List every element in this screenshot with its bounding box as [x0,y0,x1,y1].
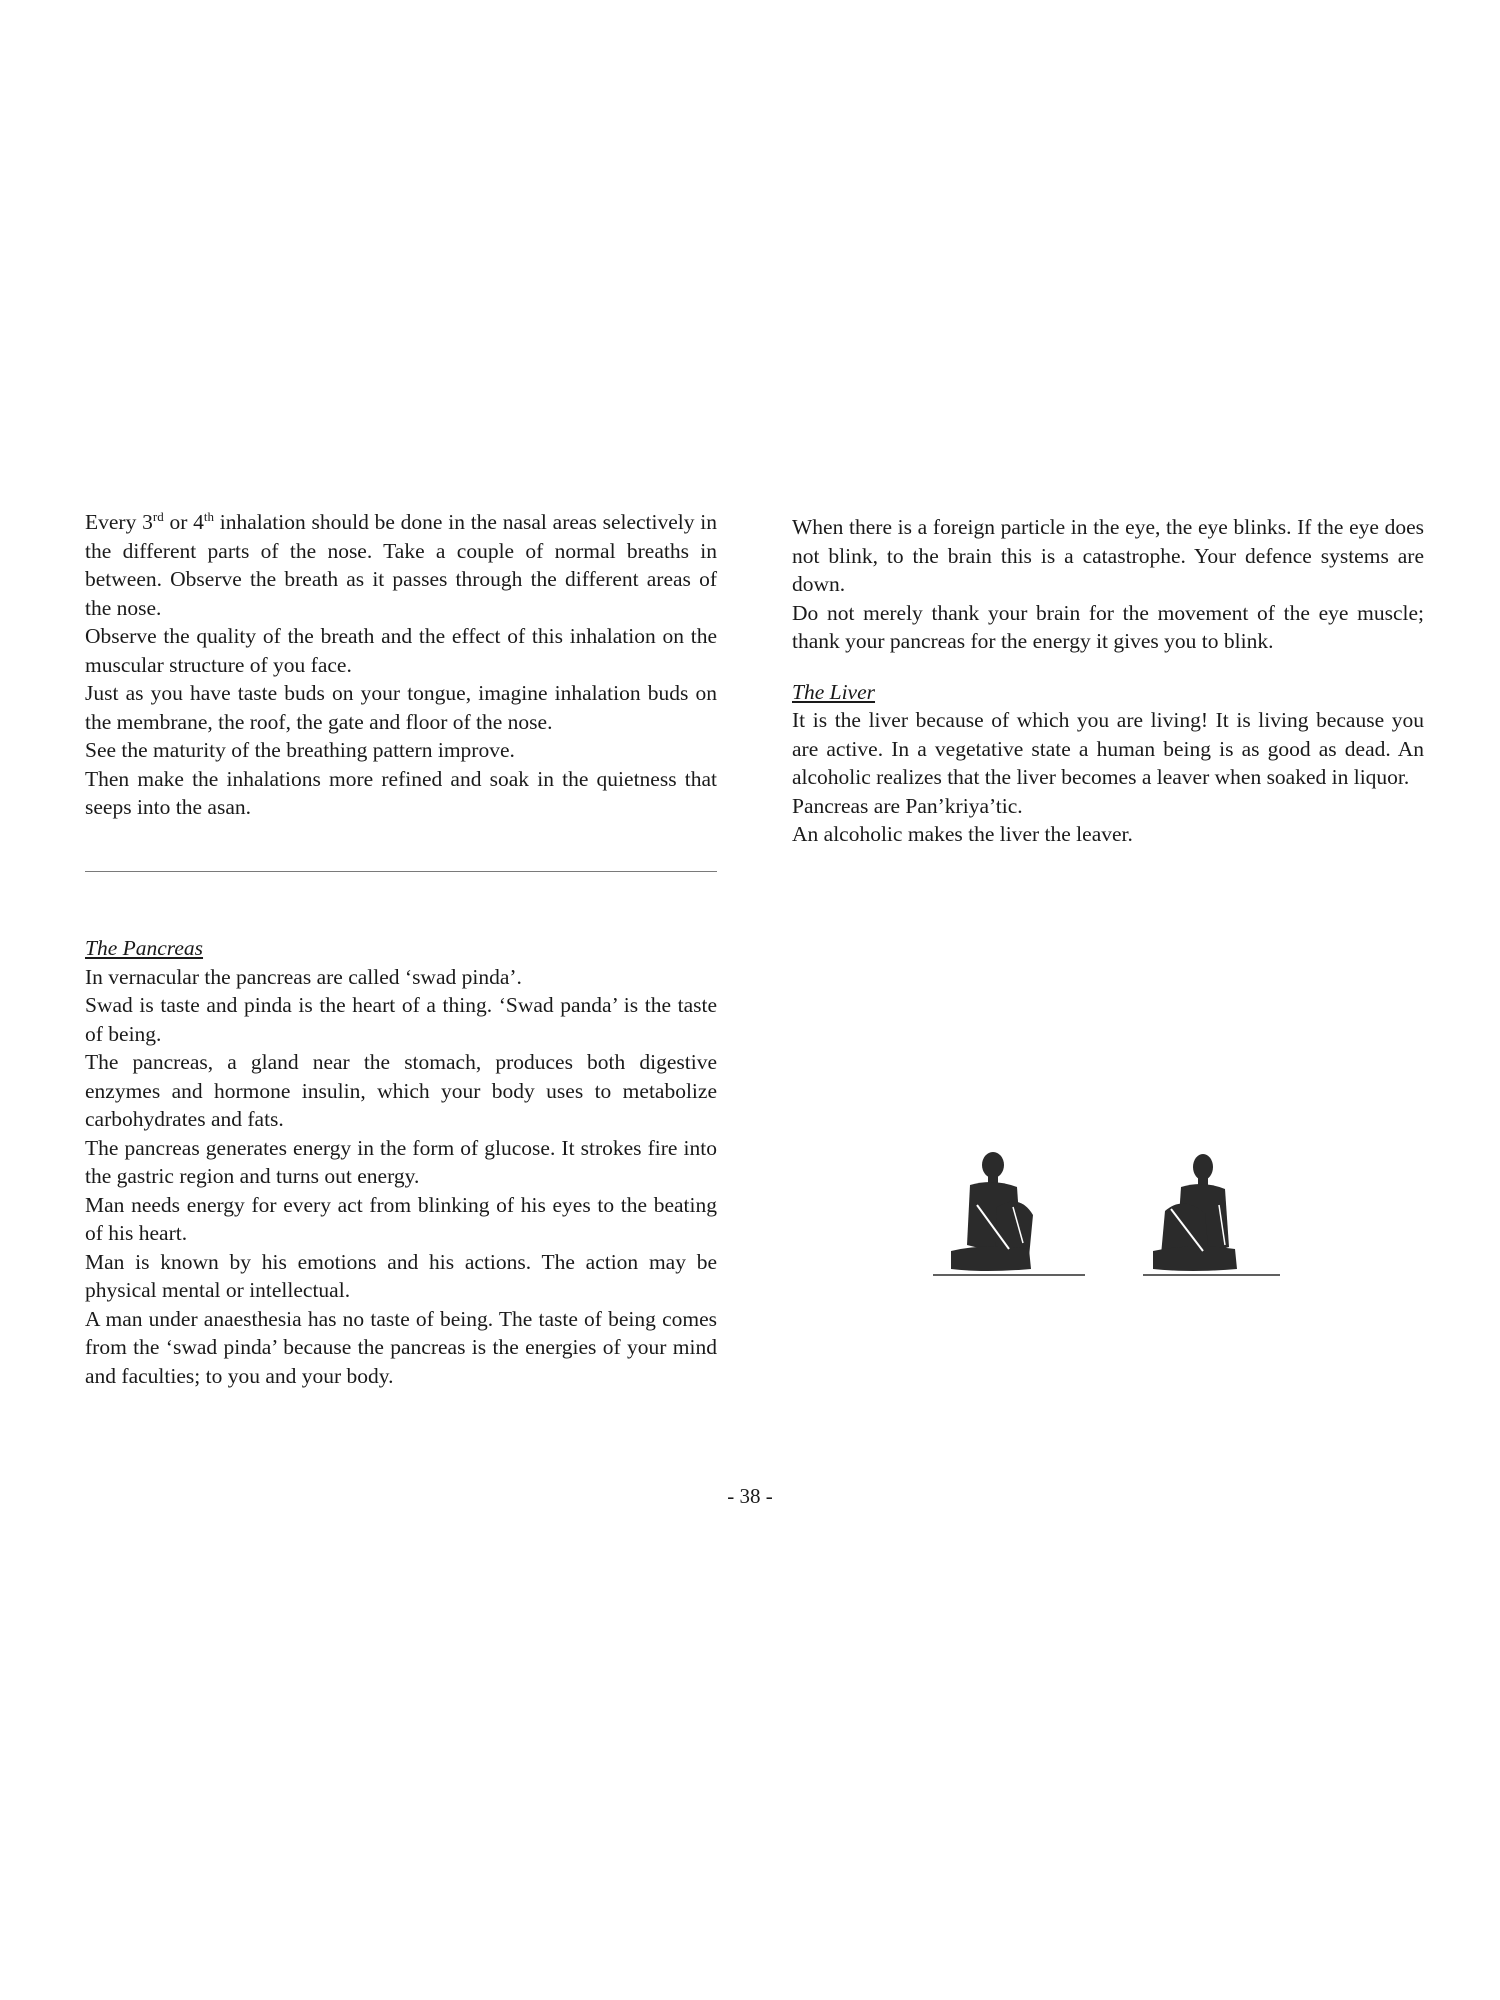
seated-figure-right-icon [1153,1154,1237,1271]
paragraph: Do not merely thank your brain for the movement of the eye muscle; thank your pancreas for the energy it gives you to blink. [792,600,1424,653]
left-column [85,508,717,822]
paragraph: The pancreas, a gland near the stomach, produces both digestive enzymes and hormone insulin, which your body uses to metabolize carbohydrates and fats. [85,1050,717,1131]
paragraph: The pancreas generates energy in the form of glucose. It strokes fire into the gastric region and turns out energy. [85,1135,717,1188]
section-divider [85,871,717,872]
paragraph: Man needs energy for every act from blinking of his eyes to the beating of his heart. [85,1192,717,1245]
intro-paragraph: Every 3rd or 4th inhalation should be done in the nasal areas selectively in the different parts of the nose. Take a couple of normal breaths in between. Observe the breath as it passes through the different areas of the nose. [85,508,717,620]
seated-twist-pose-figures-icon [925,1145,1285,1295]
paragraph: Then make the inhalations more refined and soak in the quietness that seeps into the asan. [85,766,717,819]
paragraph: In vernacular the pancreas are called ‘swad pinda’. [85,964,522,989]
paragraph: Pancreas are Pan’kriya’tic. [792,793,1023,818]
paragraph: Observe the quality of the breath and the effect of this inhalation on the muscular structure of you face. [85,624,717,677]
pancreas-section [85,934,717,1390]
paragraph: An alcoholic makes the liver the leaver. [792,822,1133,846]
paragraph: When there is a foreign particle in the eye, the eye blinks. If the eye does not blink, to the brain this is a catastrophe. Your defence systems are down. [792,515,1424,596]
liver-section [792,678,1424,849]
section-heading-pancreas: The Pancreas [85,936,204,960]
paragraph: See the maturity of the breathing pattern improve. [85,738,515,762]
right-column [792,513,1424,849]
section-heading-liver: The Liver [792,679,876,704]
paragraph: Swad is taste and pinda is the heart of a thing. ‘Swad panda’ is the taste of being. [85,993,717,1046]
seated-figure-left-icon [951,1152,1033,1271]
paragraph: Just as you have taste buds on your tongue, imagine inhalation buds on the membrane, the roof, the gate and floor of the nose. [85,681,717,734]
paragraph: A man under anaesthesia has no taste of being. The taste of being comes from the ‘swad pinda’ because the pancreas is the energies of your mind and faculties; to you and your body. [85,1306,717,1388]
paragraph: It is the liver because of which you are living! It is living because you are active. In a vegetative state a human being is as good as dead. An alcoholic realizes that the liver becomes a leaver when soaked in liquor. [792,708,1424,789]
paragraph: Man is known by his emotions and his actions. The action may be physical mental or intellectual. [85,1249,717,1302]
page-number: - 38 - [727,1484,773,1508]
